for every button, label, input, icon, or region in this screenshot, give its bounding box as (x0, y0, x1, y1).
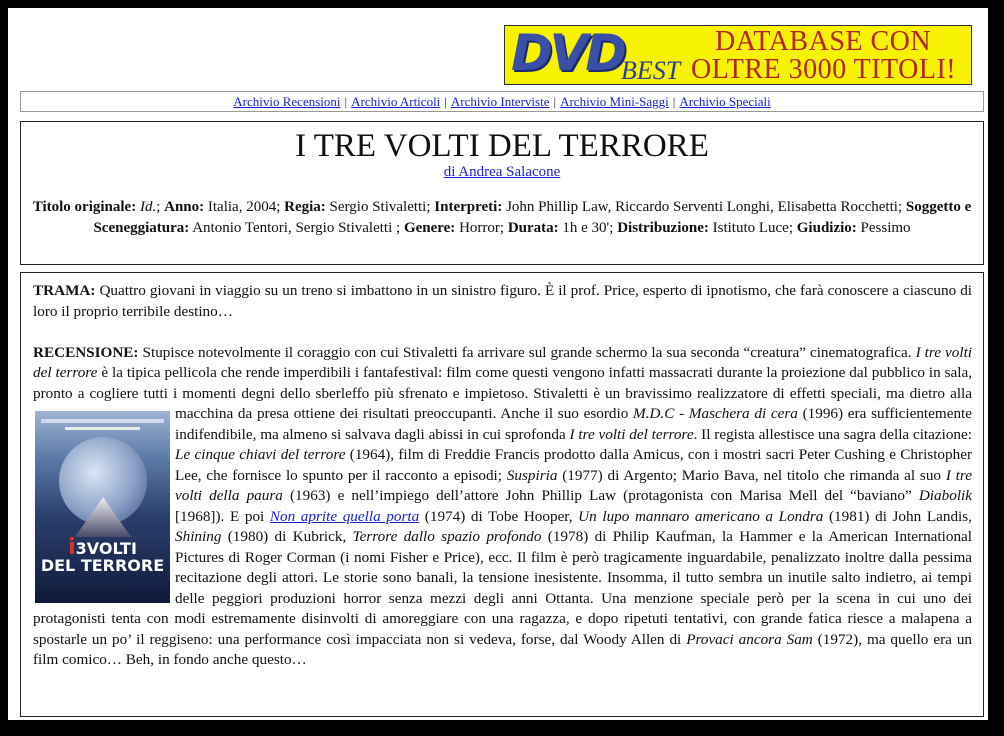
nav-link-interviste[interactable]: Archivio Interviste (450, 94, 550, 109)
review-text (21, 273, 983, 671)
text-run: [1968]). E poi (175, 507, 270, 525)
nav-separator: | (553, 94, 557, 109)
film-title: Shining (175, 528, 222, 545)
page-title: I TRE VOLTI DEL TERRORE (295, 128, 709, 164)
meta-value: Sergio Stivaletti (329, 199, 427, 215)
poster-title-i: i (68, 535, 76, 560)
meta-value: Horror (459, 220, 500, 236)
banner-logo-best: BEST (621, 56, 681, 85)
banner-line2: OLTRE 3000 TITOLI! (691, 54, 957, 85)
nav-separator: | (444, 94, 447, 109)
poster-title-rest: 3VOLTI (75, 539, 137, 558)
meta-value: Istituto Luce (712, 220, 789, 236)
film-title: I tre volti del terrore (33, 343, 973, 381)
nav-link-articoli[interactable]: Archivio Articoli (351, 94, 441, 109)
film-metadata: Titolo originale: Id.; Anno: Italia, 2004; Regia: Sergio Stivaletti; Interpreti: John Phillip Law, Riccardo Serventi Longhi, Elisabetta Rocchetti; Soggetto e Sceneggiatura: Antonio Tentori, Sergio Stivaletti ; Genere: Horror; Durata: 1h e 30'; Distribuzione: Istituto Luce; Giudizio: Pessimo (32, 199, 972, 236)
meta-label: Regia: (284, 199, 326, 215)
nav-separator: | (344, 94, 348, 109)
text-run: (1972), ma quello era un film comico… Beh, in fondo anche questo… (33, 630, 973, 668)
text-run: (1964), film di Freddie Francis prodotto dalla Amicus, con i mostri sacri Peter Cushing e Christopher Lee, che fornisce lo spunto per il racconto a episodi; (175, 446, 973, 484)
text-run: (1974) di Tobe Hooper, (419, 507, 579, 525)
meta-label: Genere: (403, 220, 456, 236)
meta-value: Pessimo (860, 220, 911, 236)
trama-paragraph (33, 281, 972, 322)
text-run: (1980) di Kubrick, (221, 528, 353, 545)
movie-poster-image (35, 411, 170, 603)
poster-credit-bar (65, 427, 140, 430)
meta-value: John Phillip Law, Riccardo Serventi Longhi, Elisabetta Rocchetti (506, 199, 898, 215)
film-link-non-aprite-quella-porta[interactable]: Non aprite quella porta (269, 507, 420, 525)
text-run: (1977) di Argento; Mario Bava, nel titolo che rimanda al suo (557, 466, 946, 484)
film-title: I tre volti della paura (175, 466, 972, 504)
text-run: . Il regista allestisce una sagra della citazione: (693, 425, 972, 443)
text-run: è la tipica pellicola che rende imperdibili i fantafestival: film come questi vengono infatti massacrati durante la proiezione dal pubblico in sala, pronto a cogliere tutti i momenti degni dello sberleffo più sfrenato e impietoso. Stivaletti è un bravissimo realizzatore di effetti speciali, ma dietro alla macchina da presa ottiene dei risultati preoccupanti. Anche il suo esordio (33, 364, 972, 422)
poster-title-line2: DEL TERRORE (40, 556, 165, 575)
author-link[interactable]: di Andrea Salacone (443, 164, 561, 180)
text-run: Stupisce notevolmente il coraggio con cui Stivaletti fa arrivare sul grande schermo la sua seconda “creatura” cinematografica. (142, 343, 916, 361)
nav-separator: | (672, 94, 676, 109)
text-run: (1978) di Philip Kaufman, la Hammer e la American International Pictures di Roger Corman (i nomi Fisher e Price), ecc. Il film è però tragicamente inguardabile, penalizzato inoltre dalla pessima recitazione degli attori. Le storie sono banali, la tensione inesistente. Insomma, il tutto sembra un inutile salto indietro, ai tempi delle peggiori produzioni horror senza mezzi degli anni Ottanta. Una menzione speciale però per la scena in cui uno dei protagonisti tenta con modi estremamente disinvolti di amoreggiare con una ragazza, e dopo ripetuti tentativi, con grande fatica riesce a malapena a spostarle un po’ il reggiseno: una performance così impacciata non si vedeva, forse, dal Woody Allen di (33, 528, 972, 648)
text-run: (1981) di John Landis, (823, 507, 972, 525)
film-header (20, 121, 984, 265)
recensione-paragraph (33, 343, 972, 671)
meta-label: Anno: (164, 199, 205, 215)
meta-value: Id. (139, 199, 157, 215)
meta-label: Distribuzione: (617, 220, 709, 236)
film-title: Provaci ancora Sam (686, 630, 813, 648)
film-title: Terrore dallo spazio profondo (352, 528, 542, 545)
review-body (20, 272, 984, 717)
film-title: Le cinque chiavi del terrore (175, 446, 346, 463)
author-line (21, 164, 983, 181)
meta-value: 1h e 30' (562, 220, 610, 236)
text-run: (1963) e nell’impiego dell’attore John Phillip Law (protagonista con Marisa Mell del “baviano” (282, 487, 919, 504)
meta-value: Antonio Tentori, Sergio Stivaletti (192, 220, 393, 236)
poster-credit-bar (41, 419, 164, 423)
text-run: (1996) era sufficientemente indifendibile, ma almeno si salvava dagli abissi in cui sprofonda (175, 405, 972, 443)
meta-value: Italia, 2004 (207, 199, 277, 215)
dvd-best-banner[interactable] (504, 25, 972, 85)
meta-label: Soggetto e Sceneggiatura: (93, 199, 972, 236)
trama-text: Quattro giovani in viaggio su un treno si imbattono in un sinistro figuro. È il prof. Price, esperto di ipnotismo, che farà conoscere a ciascuno di loro il proprio terribile destino… (33, 282, 973, 320)
meta-label: Durata: (507, 220, 559, 236)
archive-nav (20, 91, 984, 112)
banner-logo-dvd: DVD (511, 25, 624, 82)
poster-title (35, 535, 170, 575)
nav-link-mini-saggi[interactable]: Archivio Mini-Saggi (560, 94, 669, 109)
banner-line1: DATABASE CON (715, 26, 932, 57)
film-title: Suspiria (506, 466, 558, 484)
nav-link-recensioni[interactable]: Archivio Recensioni (233, 94, 341, 109)
meta-label: Interpreti: (434, 199, 503, 215)
nav-link-speciali[interactable]: Archivio Speciali (679, 94, 771, 109)
film-title: Diabolik (918, 487, 972, 504)
recensione-label: RECENSIONE: (33, 343, 139, 361)
trama-label: TRAMA: (33, 282, 96, 299)
meta-label: Titolo originale: (32, 199, 137, 215)
meta-label: Giudizio: (796, 220, 857, 236)
film-title: M.D.C - Maschera di cera (633, 405, 798, 422)
film-title: Un lupo mannaro americano a Londra (578, 507, 824, 525)
film-title: I tre volti del terrore (569, 425, 694, 443)
page (8, 8, 988, 720)
